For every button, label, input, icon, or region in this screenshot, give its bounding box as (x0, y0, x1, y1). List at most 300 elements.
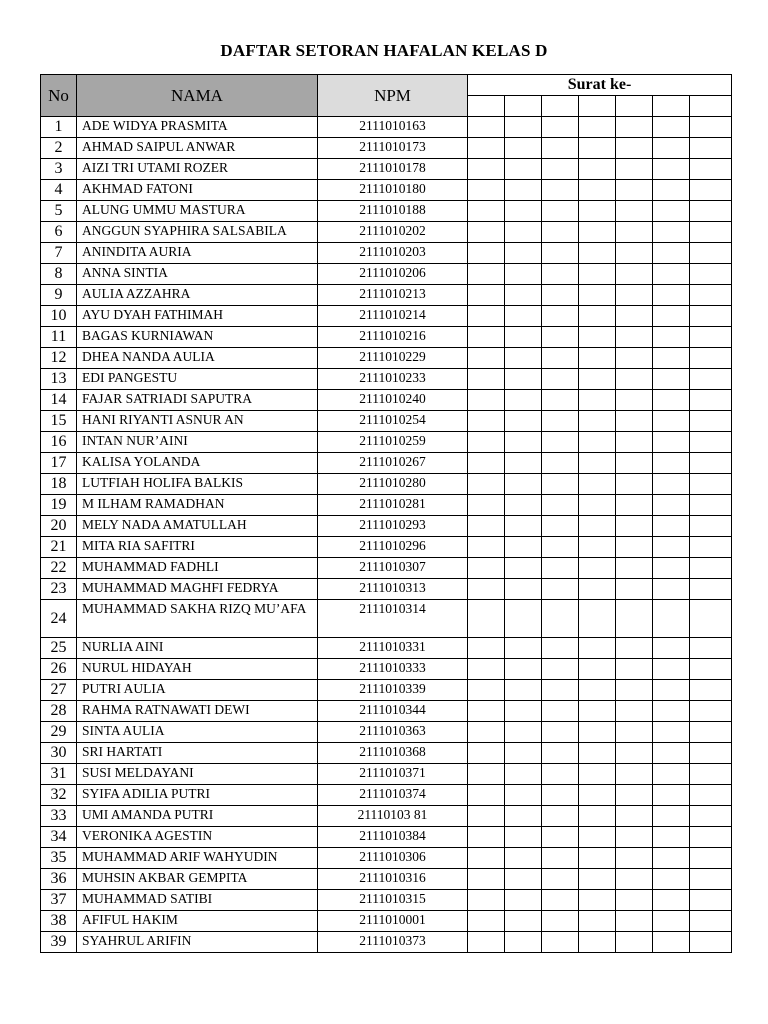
surat-checkbox-cell[interactable] (579, 369, 616, 390)
surat-checkbox-cell[interactable] (653, 348, 690, 369)
surat-checkbox-cell[interactable] (653, 516, 690, 537)
surat-checkbox-cell[interactable] (653, 848, 690, 869)
surat-checkbox-cell[interactable] (505, 806, 542, 827)
surat-checkbox-cell[interactable] (542, 722, 579, 743)
surat-checkbox-cell[interactable] (690, 180, 732, 201)
surat-checkbox-cell[interactable] (579, 474, 616, 495)
surat-checkbox-cell[interactable] (542, 159, 579, 180)
surat-checkbox-cell[interactable] (505, 159, 542, 180)
surat-checkbox-cell[interactable] (579, 537, 616, 558)
surat-checkbox-cell[interactable] (542, 680, 579, 701)
surat-checkbox-cell[interactable] (690, 159, 732, 180)
surat-checkbox-cell[interactable] (468, 680, 505, 701)
row-number: 34 (41, 827, 77, 848)
surat-checkbox-cell[interactable] (616, 369, 653, 390)
surat-checkbox-cell[interactable] (690, 785, 732, 806)
surat-checkbox-cell[interactable] (505, 327, 542, 348)
surat-checkbox-cell[interactable] (579, 180, 616, 201)
surat-checkbox-cell[interactable] (690, 743, 732, 764)
surat-checkbox-cell[interactable] (542, 890, 579, 911)
surat-checkbox-cell[interactable] (690, 827, 732, 848)
surat-checkbox-cell[interactable] (542, 474, 579, 495)
surat-checkbox-cell[interactable] (505, 138, 542, 159)
row-number: 3 (41, 159, 77, 180)
surat-checkbox-cell[interactable] (616, 348, 653, 369)
surat-checkbox-cell[interactable] (505, 474, 542, 495)
surat-checkbox-cell[interactable] (542, 516, 579, 537)
surat-checkbox-cell[interactable] (690, 722, 732, 743)
surat-checkbox-cell[interactable] (579, 806, 616, 827)
surat-checkbox-cell[interactable] (690, 659, 732, 680)
surat-checkbox-cell[interactable] (579, 138, 616, 159)
surat-checkbox-cell[interactable] (505, 659, 542, 680)
surat-checkbox-cell[interactable] (690, 306, 732, 327)
surat-checkbox-cell[interactable] (653, 390, 690, 411)
surat-checkbox-cell[interactable] (468, 558, 505, 579)
surat-checkbox-cell[interactable] (653, 638, 690, 659)
surat-checkbox-cell[interactable] (542, 827, 579, 848)
surat-checkbox-cell[interactable] (542, 201, 579, 222)
student-name: MUHAMMAD FADHLI (77, 558, 318, 579)
surat-checkbox-cell[interactable] (653, 743, 690, 764)
surat-checkbox-cell[interactable] (468, 432, 505, 453)
surat-checkbox-cell[interactable] (616, 911, 653, 932)
surat-checkbox-cell[interactable] (505, 827, 542, 848)
surat-checkbox-cell[interactable] (616, 848, 653, 869)
surat-checkbox-cell[interactable] (616, 264, 653, 285)
surat-checkbox-cell[interactable] (616, 579, 653, 600)
surat-checkbox-cell[interactable] (468, 243, 505, 264)
surat-checkbox-cell[interactable] (542, 932, 579, 953)
surat-checkbox-cell[interactable] (690, 764, 732, 785)
surat-checkbox-cell[interactable] (653, 327, 690, 348)
surat-checkbox-cell[interactable] (690, 890, 732, 911)
surat-checkbox-cell[interactable] (542, 495, 579, 516)
surat-checkbox-cell[interactable] (542, 411, 579, 432)
surat-checkbox-cell[interactable] (542, 222, 579, 243)
surat-checkbox-cell[interactable] (653, 600, 690, 638)
surat-checkbox-cell[interactable] (579, 932, 616, 953)
surat-checkbox-cell[interactable] (579, 579, 616, 600)
surat-checkbox-cell[interactable] (505, 764, 542, 785)
surat-checkbox-cell[interactable] (579, 495, 616, 516)
surat-checkbox-cell[interactable] (616, 285, 653, 306)
surat-checkbox-cell[interactable] (690, 869, 732, 890)
table-row (41, 264, 732, 285)
surat-checkbox-cell[interactable] (690, 138, 732, 159)
surat-checkbox-cell[interactable] (616, 558, 653, 579)
surat-checkbox-cell[interactable] (468, 327, 505, 348)
surat-checkbox-cell[interactable] (653, 579, 690, 600)
surat-checkbox-cell[interactable] (653, 869, 690, 890)
surat-checkbox-cell[interactable] (505, 495, 542, 516)
surat-checkbox-cell[interactable] (468, 932, 505, 953)
table-row (41, 432, 732, 453)
student-name: BAGAS KURNIAWAN (77, 327, 318, 348)
surat-checkbox-cell[interactable] (505, 180, 542, 201)
table-row (41, 806, 732, 827)
surat-checkbox-cell[interactable] (690, 390, 732, 411)
surat-checkbox-cell[interactable] (468, 369, 505, 390)
surat-checkbox-cell[interactable] (579, 722, 616, 743)
surat-checkbox-cell[interactable] (616, 516, 653, 537)
surat-checkbox-cell[interactable] (616, 680, 653, 701)
surat-checkbox-cell[interactable] (505, 558, 542, 579)
surat-checkbox-cell[interactable] (690, 474, 732, 495)
surat-checkbox-cell[interactable] (542, 327, 579, 348)
surat-checkbox-cell[interactable] (616, 138, 653, 159)
surat-checkbox-cell[interactable] (505, 722, 542, 743)
surat-checkbox-cell[interactable] (653, 659, 690, 680)
surat-checkbox-cell[interactable] (468, 474, 505, 495)
surat-checkbox-cell[interactable] (505, 785, 542, 806)
surat-checkbox-cell[interactable] (505, 243, 542, 264)
surat-checkbox-cell[interactable] (579, 264, 616, 285)
surat-checkbox-cell[interactable] (690, 243, 732, 264)
row-number: 4 (41, 180, 77, 201)
surat-checkbox-cell[interactable] (616, 869, 653, 890)
surat-checkbox-cell[interactable] (690, 680, 732, 701)
surat-checkbox-cell[interactable] (690, 369, 732, 390)
surat-checkbox-cell[interactable] (653, 474, 690, 495)
surat-checkbox-cell[interactable] (616, 306, 653, 327)
student-npm: 2111010363 (318, 722, 468, 743)
surat-checkbox-cell[interactable] (579, 285, 616, 306)
surat-checkbox-cell[interactable] (653, 411, 690, 432)
surat-checkbox-cell[interactable] (653, 264, 690, 285)
surat-checkbox-cell[interactable] (505, 743, 542, 764)
surat-checkbox-cell[interactable] (616, 537, 653, 558)
surat-checkbox-cell[interactable] (653, 180, 690, 201)
surat-checkbox-cell[interactable] (579, 890, 616, 911)
surat-checkbox-cell[interactable] (542, 806, 579, 827)
surat-checkbox-cell[interactable] (579, 600, 616, 638)
surat-checkbox-cell[interactable] (542, 659, 579, 680)
surat-checkbox-cell[interactable] (505, 600, 542, 638)
surat-checkbox-cell[interactable] (690, 264, 732, 285)
surat-checkbox-cell[interactable] (542, 701, 579, 722)
surat-checkbox-cell[interactable] (653, 764, 690, 785)
surat-checkbox-cell[interactable] (579, 827, 616, 848)
surat-checkbox-cell[interactable] (468, 638, 505, 659)
surat-checkbox-cell[interactable] (542, 579, 579, 600)
header-surat: Surat ke- (468, 75, 732, 96)
surat-checkbox-cell[interactable] (468, 306, 505, 327)
row-number: 31 (41, 764, 77, 785)
surat-checkbox-cell[interactable] (690, 806, 732, 827)
surat-checkbox-cell[interactable] (505, 117, 542, 138)
surat-checkbox-cell[interactable] (579, 201, 616, 222)
surat-checkbox-cell[interactable] (616, 890, 653, 911)
surat-checkbox-cell[interactable] (616, 785, 653, 806)
surat-checkbox-cell[interactable] (616, 474, 653, 495)
student-npm: 2111010001 (318, 911, 468, 932)
surat-checkbox-cell[interactable] (653, 785, 690, 806)
surat-checkbox-cell[interactable] (579, 785, 616, 806)
surat-checkbox-cell[interactable] (690, 848, 732, 869)
surat-checkbox-cell[interactable] (579, 243, 616, 264)
surat-checkbox-cell[interactable] (542, 180, 579, 201)
surat-checkbox-cell[interactable] (505, 201, 542, 222)
surat-checkbox-cell[interactable] (653, 285, 690, 306)
surat-checkbox-cell[interactable] (690, 516, 732, 537)
surat-checkbox-cell[interactable] (690, 285, 732, 306)
surat-checkbox-cell[interactable] (505, 869, 542, 890)
surat-checkbox-cell[interactable] (542, 453, 579, 474)
surat-checkbox-cell[interactable] (468, 138, 505, 159)
surat-checkbox-cell[interactable] (468, 827, 505, 848)
surat-checkbox-cell[interactable] (468, 659, 505, 680)
surat-checkbox-cell[interactable] (579, 453, 616, 474)
surat-checkbox-cell[interactable] (653, 117, 690, 138)
surat-checkbox-cell[interactable] (505, 848, 542, 869)
surat-checkbox-cell[interactable] (616, 432, 653, 453)
surat-checkbox-cell[interactable] (616, 764, 653, 785)
surat-checkbox-cell[interactable] (616, 495, 653, 516)
surat-checkbox-cell[interactable] (579, 159, 616, 180)
surat-checkbox-cell[interactable] (468, 117, 505, 138)
surat-checkbox-cell[interactable] (468, 890, 505, 911)
surat-checkbox-cell[interactable] (505, 516, 542, 537)
surat-checkbox-cell[interactable] (653, 722, 690, 743)
surat-checkbox-cell[interactable] (505, 411, 542, 432)
surat-checkbox-cell[interactable] (616, 453, 653, 474)
row-number: 38 (41, 911, 77, 932)
surat-checkbox-cell[interactable] (579, 701, 616, 722)
surat-checkbox-cell[interactable] (542, 743, 579, 764)
surat-checkbox-cell[interactable] (579, 327, 616, 348)
surat-checkbox-cell[interactable] (653, 680, 690, 701)
surat-checkbox-cell[interactable] (616, 638, 653, 659)
student-name: MUHAMMAD SAKHA RIZQ MU’AFA (77, 600, 318, 638)
surat-checkbox-cell[interactable] (616, 201, 653, 222)
surat-checkbox-cell[interactable] (579, 911, 616, 932)
surat-checkbox-cell[interactable] (468, 869, 505, 890)
surat-checkbox-cell[interactable] (468, 537, 505, 558)
surat-checkbox-cell[interactable] (468, 785, 505, 806)
surat-checkbox-cell[interactable] (505, 390, 542, 411)
surat-checkbox-cell[interactable] (653, 243, 690, 264)
surat-checkbox-cell[interactable] (579, 516, 616, 537)
surat-checkbox-cell[interactable] (653, 138, 690, 159)
surat-checkbox-cell[interactable] (542, 138, 579, 159)
student-npm: 2111010293 (318, 516, 468, 537)
surat-checkbox-cell[interactable] (542, 285, 579, 306)
surat-checkbox-cell[interactable] (616, 600, 653, 638)
surat-checkbox-cell[interactable] (542, 432, 579, 453)
surat-checkbox-cell[interactable] (542, 390, 579, 411)
surat-checkbox-cell[interactable] (468, 180, 505, 201)
surat-checkbox-cell[interactable] (653, 827, 690, 848)
surat-checkbox-cell[interactable] (505, 306, 542, 327)
table-row (41, 306, 732, 327)
surat-checkbox-cell[interactable] (468, 264, 505, 285)
surat-checkbox-cell[interactable] (542, 785, 579, 806)
surat-checkbox-cell[interactable] (468, 579, 505, 600)
surat-checkbox-cell[interactable] (653, 537, 690, 558)
surat-checkbox-cell[interactable] (579, 659, 616, 680)
surat-checkbox-cell[interactable] (616, 117, 653, 138)
surat-checkbox-cell[interactable] (690, 558, 732, 579)
surat-checkbox-cell[interactable] (579, 117, 616, 138)
student-name: INTAN NUR’AINI (77, 432, 318, 453)
surat-checkbox-cell[interactable] (690, 201, 732, 222)
surat-checkbox-cell[interactable] (616, 827, 653, 848)
surat-checkbox-cell[interactable] (690, 638, 732, 659)
surat-checkbox-cell[interactable] (616, 222, 653, 243)
surat-checkbox-cell[interactable] (468, 411, 505, 432)
surat-checkbox-cell[interactable] (653, 453, 690, 474)
surat-checkbox-cell[interactable] (579, 848, 616, 869)
surat-checkbox-cell[interactable] (653, 495, 690, 516)
surat-checkbox-cell[interactable] (616, 327, 653, 348)
surat-checkbox-cell[interactable] (542, 869, 579, 890)
surat-checkbox-cell[interactable] (468, 159, 505, 180)
surat-checkbox-cell[interactable] (468, 390, 505, 411)
surat-checkbox-cell[interactable] (468, 764, 505, 785)
surat-checkbox-cell[interactable] (579, 743, 616, 764)
surat-checkbox-cell[interactable] (542, 117, 579, 138)
surat-checkbox-cell[interactable] (653, 306, 690, 327)
surat-checkbox-cell[interactable] (653, 701, 690, 722)
surat-checkbox-cell[interactable] (579, 869, 616, 890)
surat-checkbox-cell[interactable] (542, 848, 579, 869)
surat-checkbox-cell[interactable] (579, 432, 616, 453)
surat-checkbox-cell[interactable] (468, 516, 505, 537)
surat-checkbox-cell[interactable] (616, 659, 653, 680)
surat-checkbox-cell[interactable] (542, 369, 579, 390)
surat-checkbox-cell[interactable] (468, 201, 505, 222)
surat-checkbox-cell[interactable] (653, 201, 690, 222)
surat-checkbox-cell[interactable] (653, 806, 690, 827)
surat-checkbox-cell[interactable] (505, 638, 542, 659)
surat-checkbox-cell[interactable] (690, 327, 732, 348)
surat-checkbox-cell[interactable] (653, 932, 690, 953)
surat-checkbox-cell[interactable] (616, 390, 653, 411)
surat-checkbox-cell[interactable] (653, 890, 690, 911)
surat-checkbox-cell[interactable] (690, 911, 732, 932)
surat-checkbox-cell[interactable] (616, 180, 653, 201)
surat-checkbox-cell[interactable] (542, 348, 579, 369)
table-row (41, 600, 732, 638)
surat-checkbox-cell[interactable] (690, 117, 732, 138)
surat-checkbox-cell[interactable] (690, 432, 732, 453)
surat-checkbox-cell[interactable] (468, 222, 505, 243)
surat-checkbox-cell[interactable] (505, 432, 542, 453)
surat-checkbox-cell[interactable] (690, 453, 732, 474)
surat-checkbox-cell[interactable] (690, 222, 732, 243)
surat-checkbox-cell[interactable] (690, 495, 732, 516)
surat-checkbox-cell[interactable] (542, 911, 579, 932)
row-number: 5 (41, 201, 77, 222)
surat-checkbox-cell[interactable] (468, 495, 505, 516)
surat-checkbox-cell[interactable] (579, 558, 616, 579)
surat-checkbox-cell[interactable] (690, 701, 732, 722)
surat-checkbox-cell[interactable] (616, 701, 653, 722)
table-body (41, 117, 732, 953)
row-number: 1 (41, 117, 77, 138)
surat-checkbox-cell[interactable] (579, 222, 616, 243)
surat-checkbox-cell[interactable] (653, 432, 690, 453)
surat-checkbox-cell[interactable] (690, 411, 732, 432)
surat-checkbox-cell[interactable] (542, 764, 579, 785)
surat-checkbox-cell[interactable] (579, 306, 616, 327)
surat-checkbox-cell[interactable] (653, 159, 690, 180)
student-npm: 2111010163 (318, 117, 468, 138)
student-npm: 2111010316 (318, 869, 468, 890)
surat-checkbox-cell[interactable] (616, 722, 653, 743)
surat-checkbox-cell[interactable] (468, 743, 505, 764)
surat-checkbox-cell[interactable] (542, 306, 579, 327)
surat-checkbox-cell[interactable] (468, 285, 505, 306)
surat-checkbox-cell[interactable] (468, 806, 505, 827)
surat-checkbox-cell[interactable] (468, 911, 505, 932)
surat-checkbox-cell[interactable] (542, 243, 579, 264)
surat-checkbox-cell[interactable] (505, 537, 542, 558)
surat-checkbox-cell[interactable] (542, 558, 579, 579)
surat-checkbox-cell[interactable] (616, 243, 653, 264)
surat-checkbox-cell[interactable] (690, 932, 732, 953)
surat-checkbox-cell[interactable] (468, 600, 505, 638)
surat-checkbox-cell[interactable] (616, 159, 653, 180)
surat-checkbox-cell[interactable] (616, 411, 653, 432)
surat-checkbox-cell[interactable] (505, 453, 542, 474)
student-name: MELY NADA AMATULLAH (77, 516, 318, 537)
surat-checkbox-cell[interactable] (468, 701, 505, 722)
surat-checkbox-cell[interactable] (505, 579, 542, 600)
surat-checkbox-cell[interactable] (468, 848, 505, 869)
surat-checkbox-cell[interactable] (505, 264, 542, 285)
surat-checkbox-cell[interactable] (579, 348, 616, 369)
surat-checkbox-cell[interactable] (653, 222, 690, 243)
table-row (41, 701, 732, 722)
surat-checkbox-cell[interactable] (505, 932, 542, 953)
surat-checkbox-cell[interactable] (468, 348, 505, 369)
surat-checkbox-cell[interactable] (542, 600, 579, 638)
surat-checkbox-cell[interactable] (690, 537, 732, 558)
surat-checkbox-cell[interactable] (468, 453, 505, 474)
surat-checkbox-cell[interactable] (653, 369, 690, 390)
surat-checkbox-cell[interactable] (505, 701, 542, 722)
surat-checkbox-cell[interactable] (468, 722, 505, 743)
surat-checkbox-cell[interactable] (505, 369, 542, 390)
surat-checkbox-cell[interactable] (579, 390, 616, 411)
surat-checkbox-cell[interactable] (690, 600, 732, 638)
surat-checkbox-cell[interactable] (579, 680, 616, 701)
surat-checkbox-cell[interactable] (616, 743, 653, 764)
surat-checkbox-cell[interactable] (616, 932, 653, 953)
student-npm: 2111010333 (318, 659, 468, 680)
surat-checkbox-cell[interactable] (505, 348, 542, 369)
surat-checkbox-cell[interactable] (505, 890, 542, 911)
surat-checkbox-cell[interactable] (505, 285, 542, 306)
surat-checkbox-cell[interactable] (542, 264, 579, 285)
surat-checkbox-cell[interactable] (579, 764, 616, 785)
surat-checkbox-cell[interactable] (616, 806, 653, 827)
surat-checkbox-cell[interactable] (653, 911, 690, 932)
surat-checkbox-cell[interactable] (653, 558, 690, 579)
surat-checkbox-cell[interactable] (505, 680, 542, 701)
table-row (41, 764, 732, 785)
surat-checkbox-cell[interactable] (542, 638, 579, 659)
surat-checkbox-cell[interactable] (505, 222, 542, 243)
surat-checkbox-cell[interactable] (690, 348, 732, 369)
surat-checkbox-cell[interactable] (505, 911, 542, 932)
surat-checkbox-cell[interactable] (579, 411, 616, 432)
surat-checkbox-cell[interactable] (579, 638, 616, 659)
surat-checkbox-cell[interactable] (690, 579, 732, 600)
surat-checkbox-cell[interactable] (542, 537, 579, 558)
